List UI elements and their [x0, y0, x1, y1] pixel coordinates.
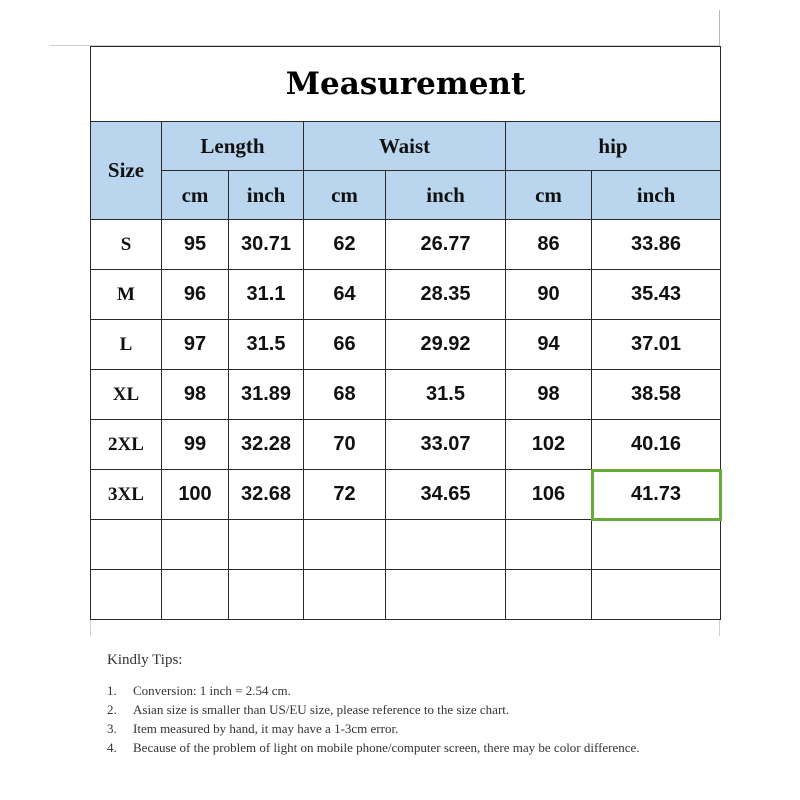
size-cell[interactable]: XL	[91, 370, 162, 420]
kindly-tips	[107, 652, 747, 757]
tip-item	[107, 738, 747, 757]
page-edge-line	[90, 620, 91, 636]
value-cell[interactable]: 29.92	[386, 320, 506, 370]
value-cell[interactable]: 97	[162, 320, 229, 370]
table-body	[91, 220, 721, 620]
waist-header: Waist	[304, 122, 506, 171]
size-cell[interactable]: S	[91, 220, 162, 270]
table-row	[91, 420, 721, 470]
value-cell[interactable]: 99	[162, 420, 229, 470]
tip-number: 2.	[107, 702, 117, 717]
value-cell[interactable]	[304, 570, 386, 620]
value-cell[interactable]: 31.5	[386, 370, 506, 420]
tips-list	[107, 681, 747, 757]
value-cell[interactable]	[229, 520, 304, 570]
value-cell[interactable]: 96	[162, 270, 229, 320]
value-cell[interactable]: 98	[162, 370, 229, 420]
size-chart-table	[90, 46, 721, 620]
value-cell[interactable]: 32.28	[229, 420, 304, 470]
value-cell[interactable]: 98	[506, 370, 592, 420]
value-cell[interactable]: 68	[304, 370, 386, 420]
page-edge-line	[719, 620, 720, 636]
size-header: Size	[91, 122, 162, 220]
value-cell[interactable]: 35.43	[592, 270, 721, 320]
value-cell[interactable]	[386, 520, 506, 570]
table-row	[91, 270, 721, 320]
table-row	[91, 470, 721, 520]
value-cell[interactable]	[386, 570, 506, 620]
unit-header: cm	[162, 171, 229, 220]
value-cell[interactable]: 70	[304, 420, 386, 470]
value-cell[interactable]: 94	[506, 320, 592, 370]
value-cell[interactable]: 28.35	[386, 270, 506, 320]
tip-item	[107, 719, 747, 738]
unit-header: inch	[229, 171, 304, 220]
size-cell[interactable]: L	[91, 320, 162, 370]
tip-number: 4.	[107, 740, 117, 755]
value-cell[interactable]: 72	[304, 470, 386, 520]
value-cell[interactable]: 33.86	[592, 220, 721, 270]
value-cell[interactable]: 37.01	[592, 320, 721, 370]
tip-number: 3.	[107, 721, 117, 736]
value-cell[interactable]: 106	[506, 470, 592, 520]
tip-number: 1.	[107, 683, 117, 698]
value-cell[interactable]	[162, 520, 229, 570]
size-cell[interactable]	[91, 570, 162, 620]
unit-header: inch	[592, 171, 721, 220]
value-cell[interactable]: 102	[506, 420, 592, 470]
tip-item	[107, 700, 747, 719]
tip-text: Asian size is smaller than US/EU size, please reference to the size chart.	[133, 702, 510, 717]
table-row	[91, 570, 721, 620]
value-cell[interactable]: 95	[162, 220, 229, 270]
page-edge-line	[719, 10, 720, 48]
value-cell[interactable]: 32.68	[229, 470, 304, 520]
value-cell[interactable]: 34.65	[386, 470, 506, 520]
table-title: Measurement	[91, 47, 721, 122]
value-cell[interactable]	[592, 570, 721, 620]
value-cell[interactable]: 30.71	[229, 220, 304, 270]
table-row	[91, 520, 721, 570]
value-cell[interactable]: 100	[162, 470, 229, 520]
size-cell[interactable]: M	[91, 270, 162, 320]
value-cell[interactable]: 31.1	[229, 270, 304, 320]
size-cell[interactable]	[91, 520, 162, 570]
value-cell[interactable]: 38.58	[592, 370, 721, 420]
unit-header: inch	[386, 171, 506, 220]
length-header: Length	[162, 122, 304, 171]
tip-item	[107, 681, 747, 700]
value-cell[interactable]	[506, 520, 592, 570]
tip-text: Because of the problem of light on mobile phone/computer screen, there may be color difference.	[133, 740, 640, 755]
value-cell[interactable]	[304, 520, 386, 570]
hip-header: hip	[506, 122, 721, 171]
value-cell[interactable]: 33.07	[386, 420, 506, 470]
value-cell[interactable]: 62	[304, 220, 386, 270]
table-row	[91, 320, 721, 370]
value-cell[interactable]: 64	[304, 270, 386, 320]
value-cell[interactable]: 86	[506, 220, 592, 270]
value-cell[interactable]	[162, 570, 229, 620]
tips-title: Kindly Tips:	[107, 652, 183, 668]
value-cell[interactable]	[592, 520, 721, 570]
table-row	[91, 370, 721, 420]
table-row	[91, 220, 721, 270]
unit-header: cm	[304, 171, 386, 220]
value-cell[interactable]: 90	[506, 270, 592, 320]
selected-cell[interactable]: 41.73	[592, 470, 721, 520]
value-cell[interactable]: 40.16	[592, 420, 721, 470]
value-cell[interactable]: 26.77	[386, 220, 506, 270]
value-cell[interactable]: 66	[304, 320, 386, 370]
size-cell[interactable]: 3XL	[91, 470, 162, 520]
value-cell[interactable]: 31.89	[229, 370, 304, 420]
value-cell[interactable]	[229, 570, 304, 620]
value-cell[interactable]: 31.5	[229, 320, 304, 370]
tip-text: Item measured by hand, it may have a 1-3cm error.	[133, 721, 399, 736]
unit-header: cm	[506, 171, 592, 220]
value-cell[interactable]	[506, 570, 592, 620]
size-cell[interactable]: 2XL	[91, 420, 162, 470]
tip-text: Conversion: 1 inch = 2.54 cm.	[133, 683, 291, 698]
